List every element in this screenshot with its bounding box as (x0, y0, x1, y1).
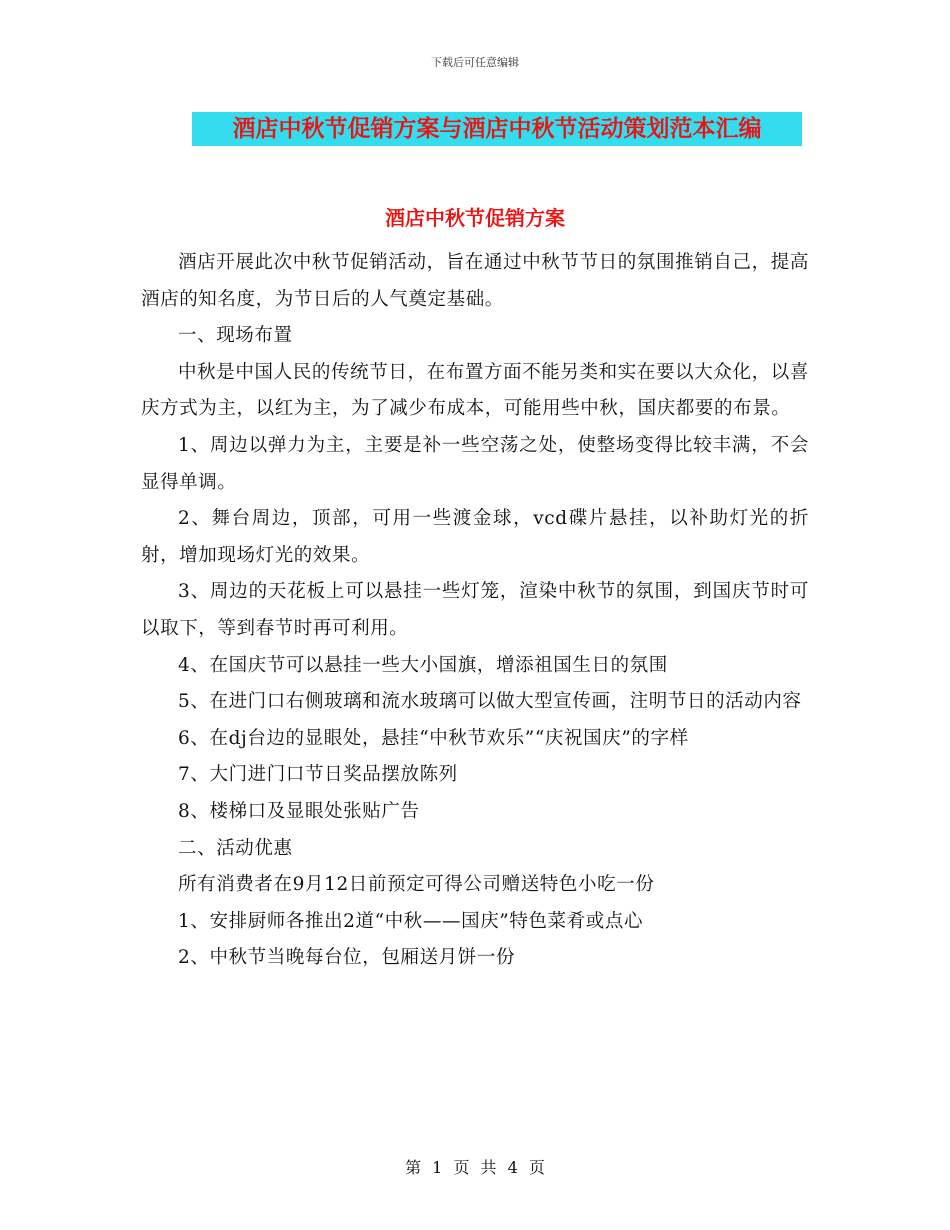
body-text (141, 245, 809, 977)
paragraph-layout-principle: 中秋是中国人民的传统节日，在布置方面不能另类和实在要以大众化，以喜庆方式为主，以红为主，为了减少布成本，可能用些中秋，国庆都要的布景。 (141, 361, 809, 420)
paragraph-intro: 酒店开展此次中秋节促销活动，旨在通过中秋节节日的氛围推销自己，提高酒店的知名度，为节日后的人气奠定基础。 (141, 252, 809, 310)
heading-promotions: 二、活动优惠 (178, 837, 293, 859)
list-item-layout-6: 6、在dj台边的显眼处，悬挂“中秋节欢乐”“庆祝国庆”的字样 (178, 727, 689, 749)
document-title-highlight (192, 112, 802, 146)
list-item-layout-1: 1、周边以弹力为主，主要是补一些空荡之处，使整场变得比较丰满，不会显得单调。 (141, 434, 809, 493)
paragraph-promotion-intro: 所有消费者在9月12日前预定可得公司赠送特色小吃一份 (178, 874, 655, 896)
list-item-layout-2: 2、舞台周边，顶部，可用一些渡金球，vcd碟片悬挂，以补助灯光的折射，增加现场灯光的效果。 (141, 508, 809, 566)
list-item-layout-5: 5、在进门口右侧玻璃和流水玻璃可以做大型宣传画，注明节日的活动内容 (178, 691, 802, 713)
list-item-layout-8: 8、楼梯口及显眼处张贴广告 (178, 800, 420, 822)
list-item-layout-7: 7、大门进门口节日奖品摆放陈列 (178, 764, 458, 786)
list-item-promotion-1: 1、安排厨师各推出2道“中秋——国庆”特色菜肴或点心 (178, 910, 644, 932)
page-number-footer: 第 1 页 共 4 页 (405, 1158, 545, 1177)
document-title: 酒店中秋节促销方案与酒店中秋节活动策划范本汇编 (232, 115, 762, 142)
heading-site-layout: 一、现场布置 (178, 325, 293, 347)
section-title: 酒店中秋节促销方案 (385, 206, 565, 230)
list-item-layout-3: 3、周边的天花板上可以悬挂一些灯笼，渲染中秋节的氛围，到国庆节时可以取下，等到春节时再可利用。 (141, 581, 809, 639)
list-item-promotion-2: 2、中秋节当晚每台位，包厢送月饼一份 (178, 947, 516, 969)
list-item-layout-4: 4、在国庆节可以悬挂一些大小国旗，增添祖国生日的氛围 (178, 654, 668, 676)
header-note: 下载后可任意编辑 (431, 56, 519, 69)
